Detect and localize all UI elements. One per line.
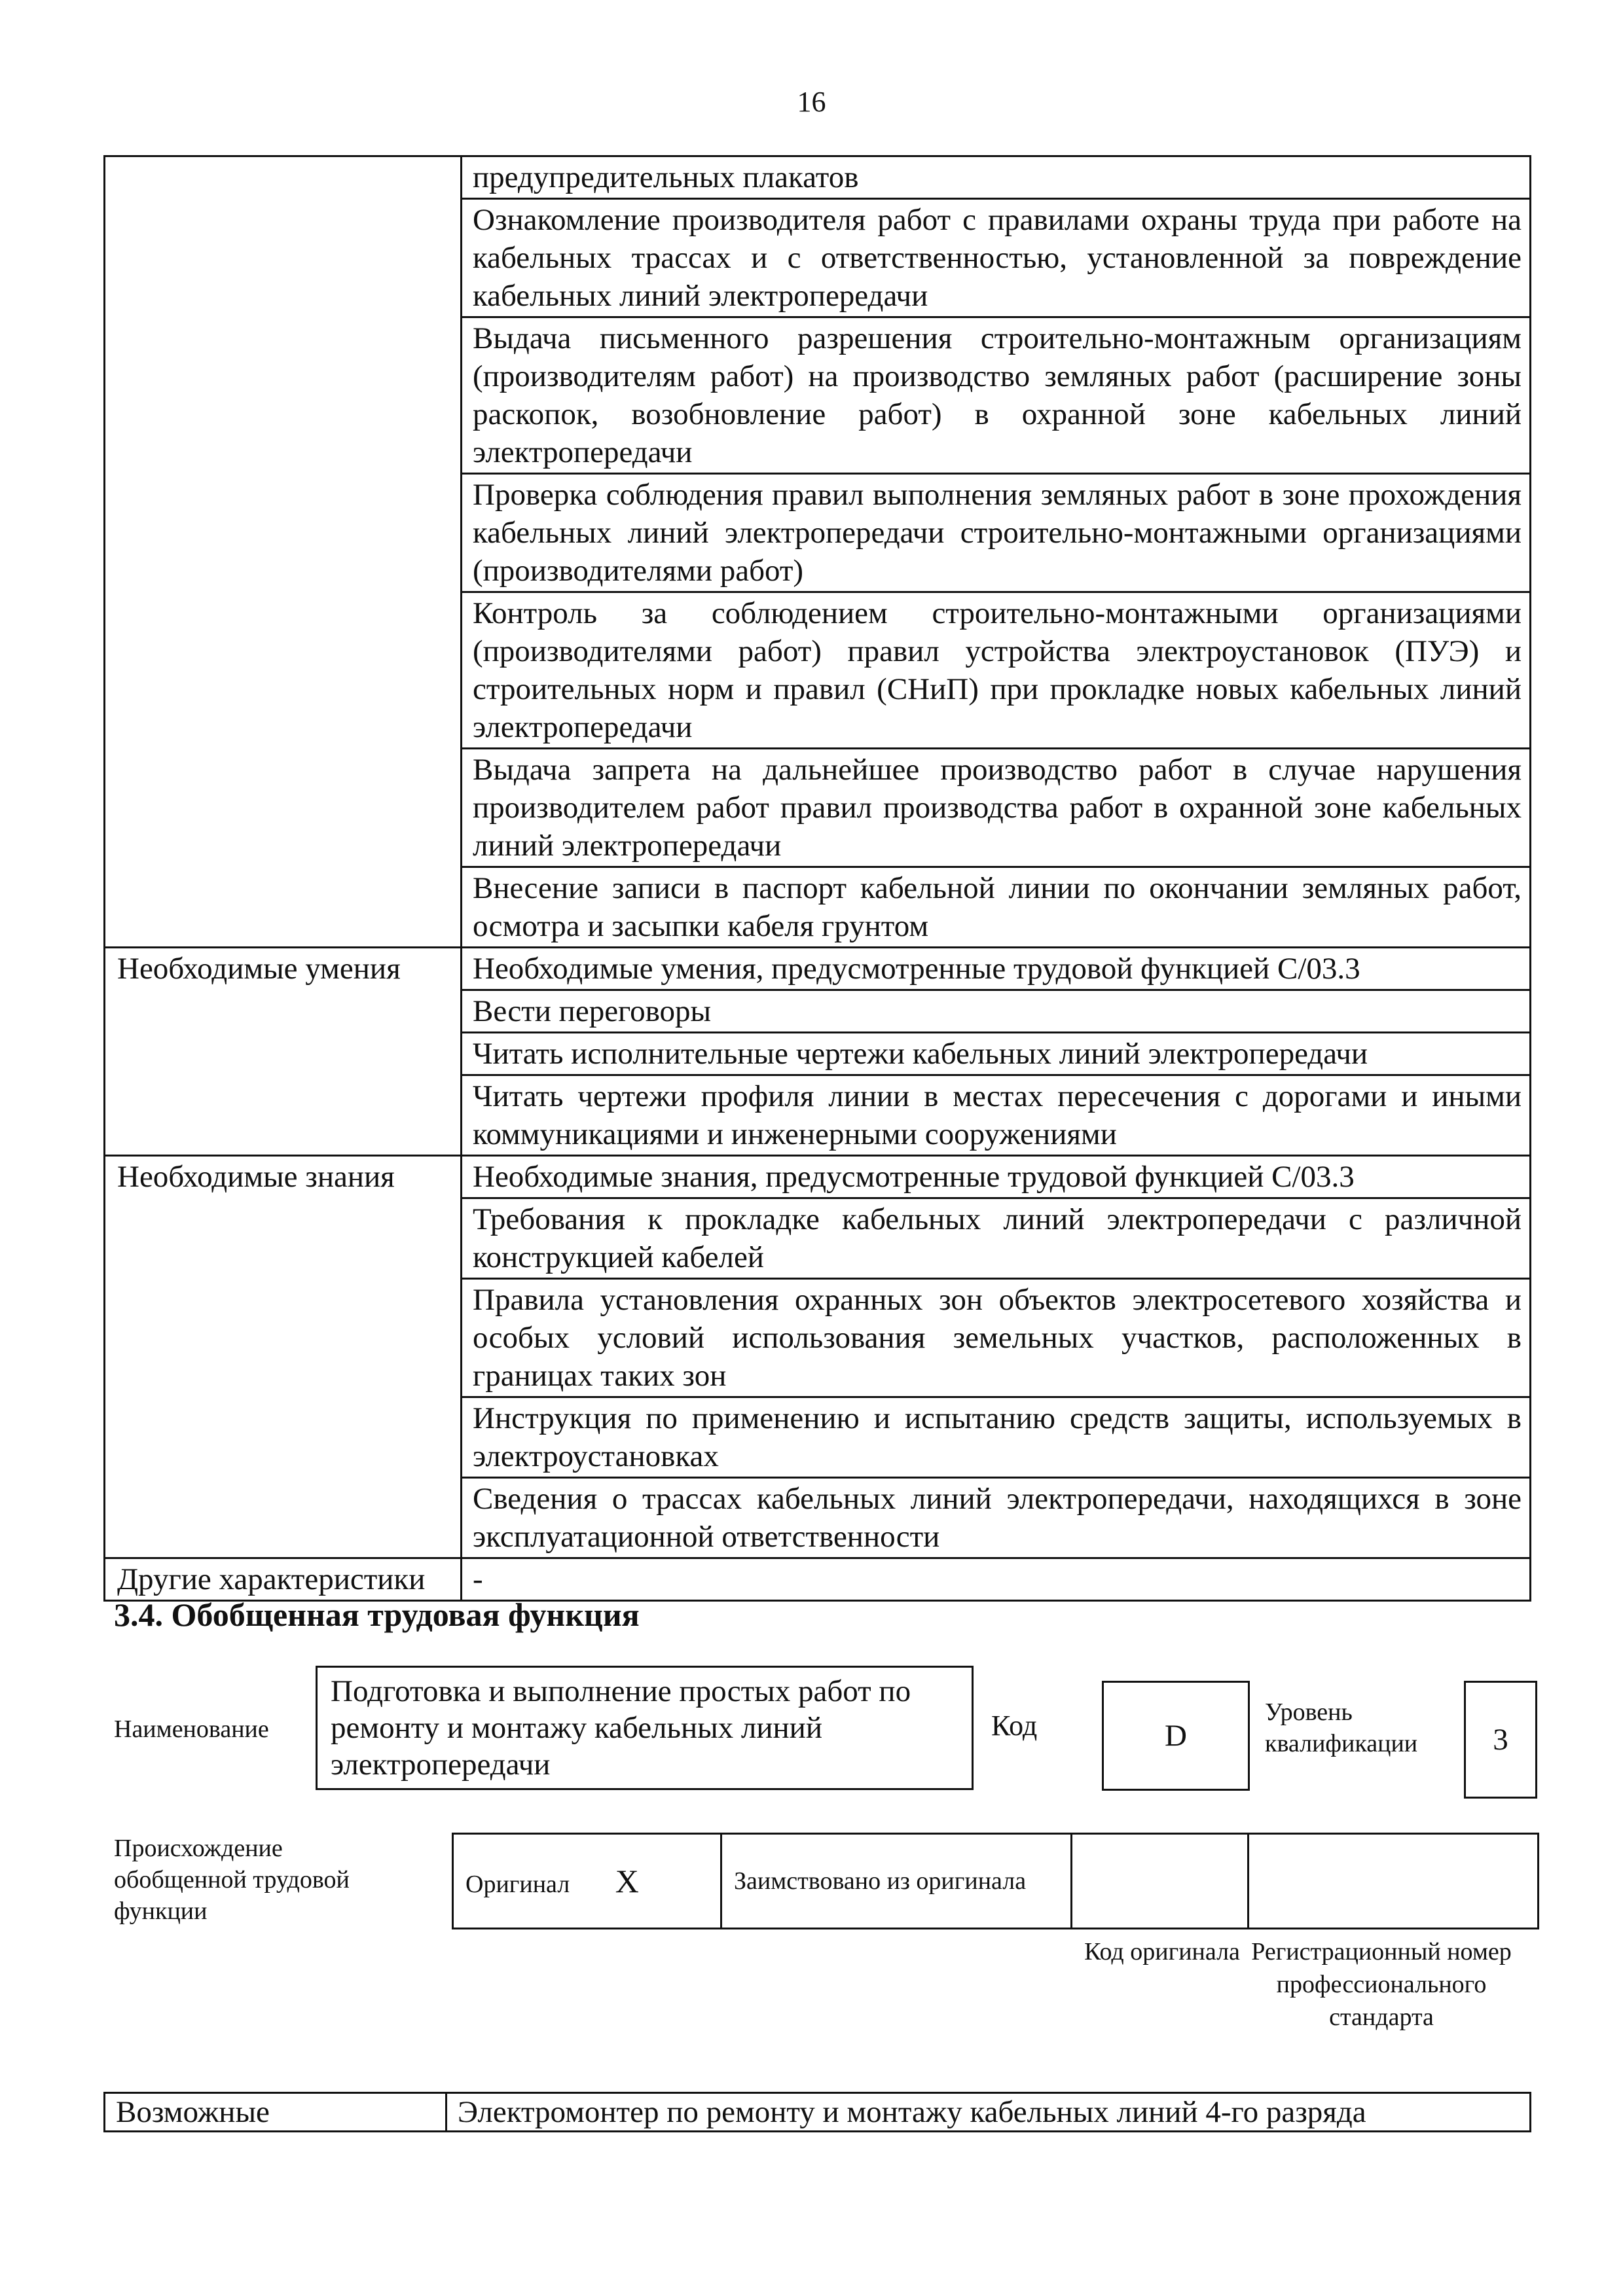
skill-item: Читать исполнительные чертежи кабельных линий электропередачи — [462, 1033, 1531, 1075]
skill-item: Необходимые умения, предусмотренные трудовой функцией С/03.3 — [462, 948, 1531, 990]
origin-code-cell — [1072, 1834, 1249, 1929]
possible-label: Возможные — [105, 2093, 447, 2132]
code-label: Код — [991, 1710, 1038, 1742]
knowledge-item: Требования к прокладке кабельных линий электропередачи с различной конструкцией кабелей — [462, 1198, 1531, 1279]
skill-item: Читать чертежи профиля линии в местах пересечения с дорогами и иными коммуникациями и инженерными сооружениями — [462, 1075, 1531, 1156]
other-value: - — [462, 1558, 1531, 1601]
borrowed-label: Заимствовано из оригинала — [721, 1834, 1072, 1929]
page-number: 16 — [797, 86, 826, 118]
activity-item: предупредительных плакатов — [462, 156, 1531, 199]
knowledge-item: Сведения о трассах кабельных линий электропередачи, находящихся в зоне эксплуатационной ответственности — [462, 1478, 1531, 1558]
original-label: Оригинал — [465, 1871, 570, 1898]
labor-actions-table — [103, 155, 1531, 1602]
knowledge-item: Инструкция по применению и испытанию средств защиты, используемых в электроустановках — [462, 1397, 1531, 1478]
origin-table — [452, 1833, 1539, 1929]
activities-label-cell — [105, 156, 462, 948]
possible-positions-table — [103, 2092, 1531, 2132]
activity-item: Внесение записи в паспорт кабельной линии по окончании земляных работ, осмотра и засыпки кабеля грунтом — [462, 867, 1531, 948]
activity-item: Проверка соблюдения правил выполнения земляных работ в зоне прохождения кабельных линий электропередачи строительно-монтажными организациями (производителями работ) — [462, 474, 1531, 592]
other-label: Другие характеристики — [105, 1558, 462, 1601]
code-original-caption: Код оригинала — [1084, 1938, 1240, 1965]
reg-number-caption: Регистрационный номер профессионального стандарта — [1251, 1938, 1512, 2031]
function-name-box: Подготовка и выполнение простых работ по ремонту и монтажу кабельных линий электропередачи — [316, 1666, 974, 1790]
original-mark: X — [615, 1863, 639, 1899]
origin-reg-cell — [1249, 1834, 1539, 1929]
skill-item: Вести переговоры — [462, 990, 1531, 1033]
activity-item: Контроль за соблюдением строительно-монтажными организациями (производителями работ) правил устройства электроустановок (ПУЭ) и строительных норм и правил (СНиП) при прокладке новых кабельных линий электропередачи — [462, 592, 1531, 749]
name-label: Наименование — [114, 1715, 269, 1743]
skills-label: Необходимые умения — [105, 948, 462, 1156]
origin-label: Происхождение обобщенной трудовой функции — [114, 1835, 350, 1925]
possible-value: Электромонтер по ремонту и монтажу кабельных линий 4-го разряда — [447, 2093, 1531, 2132]
level-value-box: 3 — [1464, 1681, 1537, 1799]
section-heading: 3.4. Обобщенная трудовая функция — [114, 1596, 640, 1633]
activity-item: Ознакомление производителя работ с правилами охраны труда при работе на кабельных трассах и с ответственностью, установленной за повреждение кабельных линий электропередачи — [462, 199, 1531, 317]
activity-item: Выдача запрета на дальнейшее производство работ в случае нарушения производителем работ правил производства работ в охранной зоне кабельных линий электропередачи — [462, 749, 1531, 867]
level-label: Уровень квалификации — [1265, 1698, 1418, 1757]
origin-original-cell — [453, 1834, 721, 1929]
activity-item: Выдача письменного разрешения строительно-монтажным организациям (производителям работ) на производство земляных работ (расширение зоны раскопок, возобновление работ) в охранной зоне кабельных линий электропередачи — [462, 317, 1531, 474]
knowledge-item: Правила установления охранных зон объектов электросетевого хозяйства и особых условий использования земельных участков, расположенных в границах таких зон — [462, 1279, 1531, 1397]
knowledge-item: Необходимые знания, предусмотренные трудовой функцией С/03.3 — [462, 1156, 1531, 1198]
knowledge-label: Необходимые знания — [105, 1156, 462, 1558]
code-value-box: D — [1102, 1681, 1250, 1791]
